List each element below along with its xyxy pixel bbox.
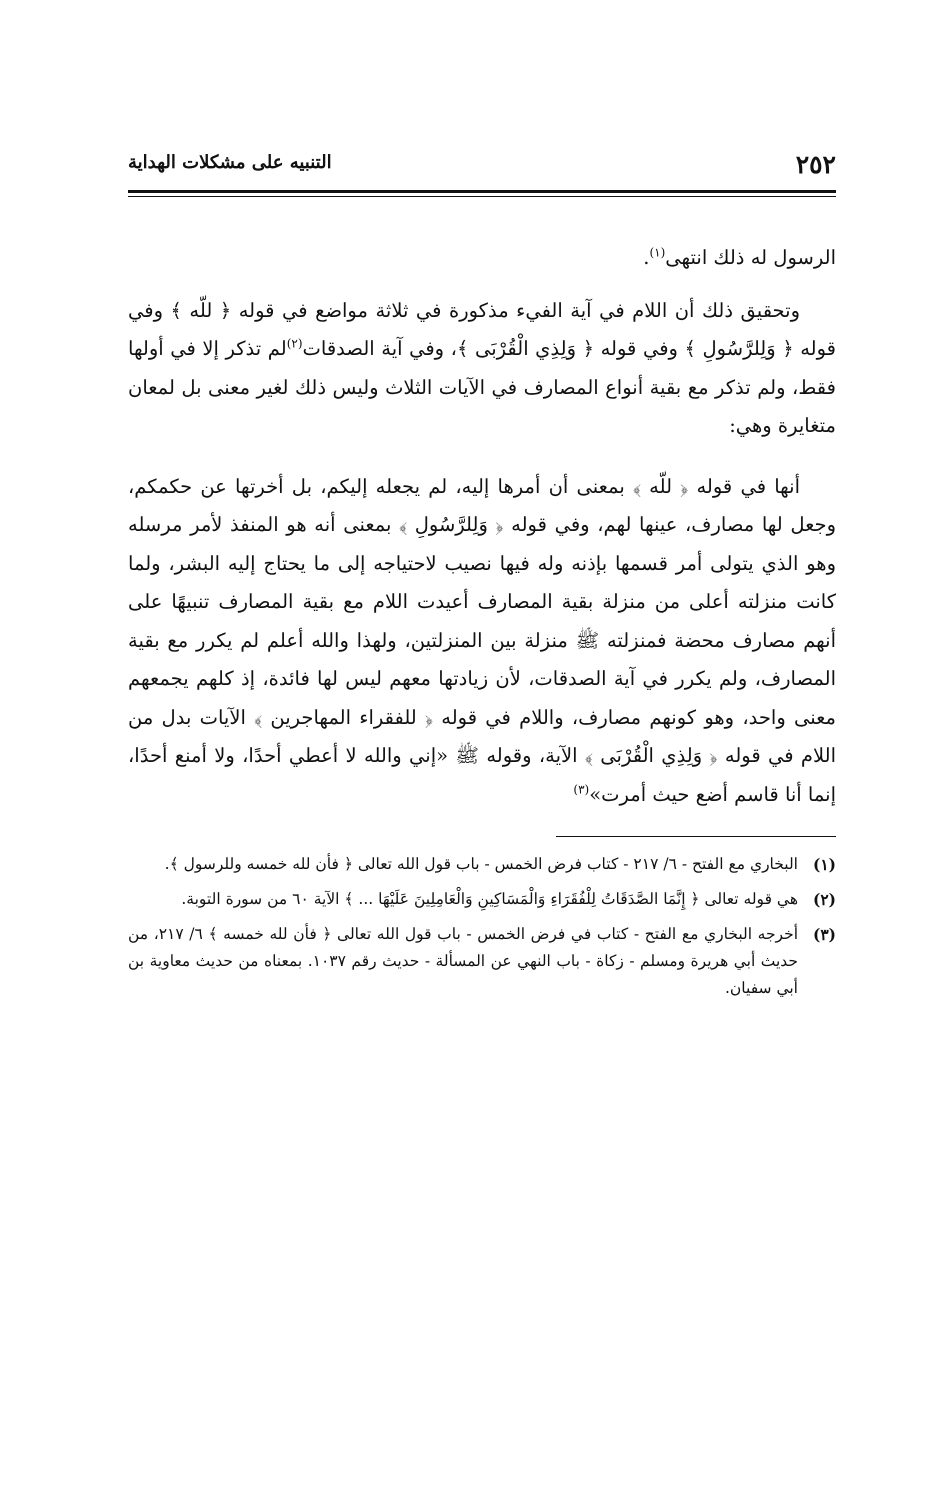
- book-page: [128, 140, 836, 1340]
- paragraph-text: لم تذكر إلا في أولها فقط، ولم تذكر مع بقية أنواع المصارف في الآيات الثلاث وليس ذلك لغير معنى بل لمعان متغايرة وهي:: [128, 337, 836, 437]
- footnote-text: أخرجه البخاري مع الفتح - كتاب في فرض الخمس - باب قول الله تعالى ﴿ فأن لله خمسه ﴾ ٦/ ٢١٧، من حديث أبي هريرة ومسلم - زكاة - باب النهي عن المسألة - حديث رقم ١٠٣٧. بمعناه من حديث معاوية بن أبي سفيان.: [128, 925, 798, 997]
- book-title: التنبيه على مشكلات الهداية: [128, 152, 332, 173]
- footnote-ref: (١): [649, 245, 666, 260]
- footnote-rule: [556, 836, 836, 837]
- footnote-ref: (٢): [286, 336, 303, 351]
- footnote: [128, 921, 836, 1002]
- paragraph: [128, 468, 836, 815]
- main-text: [128, 239, 836, 814]
- footnotes: [128, 851, 836, 1002]
- footnote: [128, 886, 836, 913]
- footnote-text: البخاري مع الفتح - ٦/ ٢١٧ - كتاب فرض الخمس - باب قول الله تعالى ﴿ فأن لله خمسه وللرسول ﴾.: [164, 855, 798, 873]
- paragraph: الرسول له ذلك انتهى$^{(١)}$.: [643, 245, 836, 269]
- footnote-ref: (٣): [573, 782, 590, 796]
- header-rule-thin: [128, 196, 836, 197]
- footnote-number: (٢): [812, 890, 836, 909]
- footnote-text: هي قوله تعالى ﴿ إِنَّمَا الصَّدَقَاتُ لِلْفُقَرَاءِ وَالْمَسَاكِينِ وَالْعَامِلِينَ عَلَيْهَا ... ﴾ الآية ٦٠ من سورة التوبة.: [181, 890, 798, 908]
- footnote-number: (٣): [812, 925, 836, 944]
- paragraph-text: الرسول له ذلك انتهى: [665, 246, 836, 269]
- paragraph-text: وتحقيق ذلك أن اللام في آية الفيء مذكورة في ثلاثة مواضع في قوله ﴿ للّه ﴾ وفي قوله ﴿ وَلِلرَّسُولِ ﴾ وفي قوله ﴿ وَلِذِي الْقُرْبَى ﴾، وفي آية الصدقات: [128, 298, 836, 360]
- running-header: [128, 140, 836, 190]
- paragraph: [128, 292, 836, 446]
- footnote: [128, 851, 836, 878]
- page-number: ٢٥٢: [795, 150, 836, 179]
- header-rule-thick: [128, 190, 836, 193]
- paragraph-text: أنها في قوله ﴿ للّه ﴾ بمعنى أن أمرها إليه، لم يجعله إليكم، بل أخرتها عن حكمكم، وجعل لها مصارف، عينها لهم، وفي قوله ﴿ وَلِلرَّسُولِ ﴾ بمعنى أنه هو المنفذ لأمر مرسله وهو الذي يتولى أمر قسمها بإذنه وله فيها نصيب لاحتياجه إلى ما يحتاج إليه البشر، ولما كانت منزلته أعلى من منزلة بقية المصارف أعيدت اللام مع بقية المصارف تنبيهًا على أنهم مصارف محضة فمنزلته ﷺ منزلة بين المنزلتين، ولهذا والله أعلم لم يكرر مع بقية المصارف، ولم يكرر في آية الصدقات، لأن زيادتها معهم ليس لها فائدة، إذ كلهم يجمعهم معنى واحد، وهو كونهم مصارف، واللام في قوله ﴿ للفقراء المهاجرين ﴾ الآيات بدل من اللام في قوله ﴿ وَلِذِي الْقُرْبَى ﴾ الآية، وقوله ﷺ «إني والله لا أعطي أحدًا، ولا أمنع أحدًا، إنما أنا قاسم أضع حيث أمرت»: [128, 474, 836, 806]
- footnote-number: (١): [812, 855, 836, 874]
